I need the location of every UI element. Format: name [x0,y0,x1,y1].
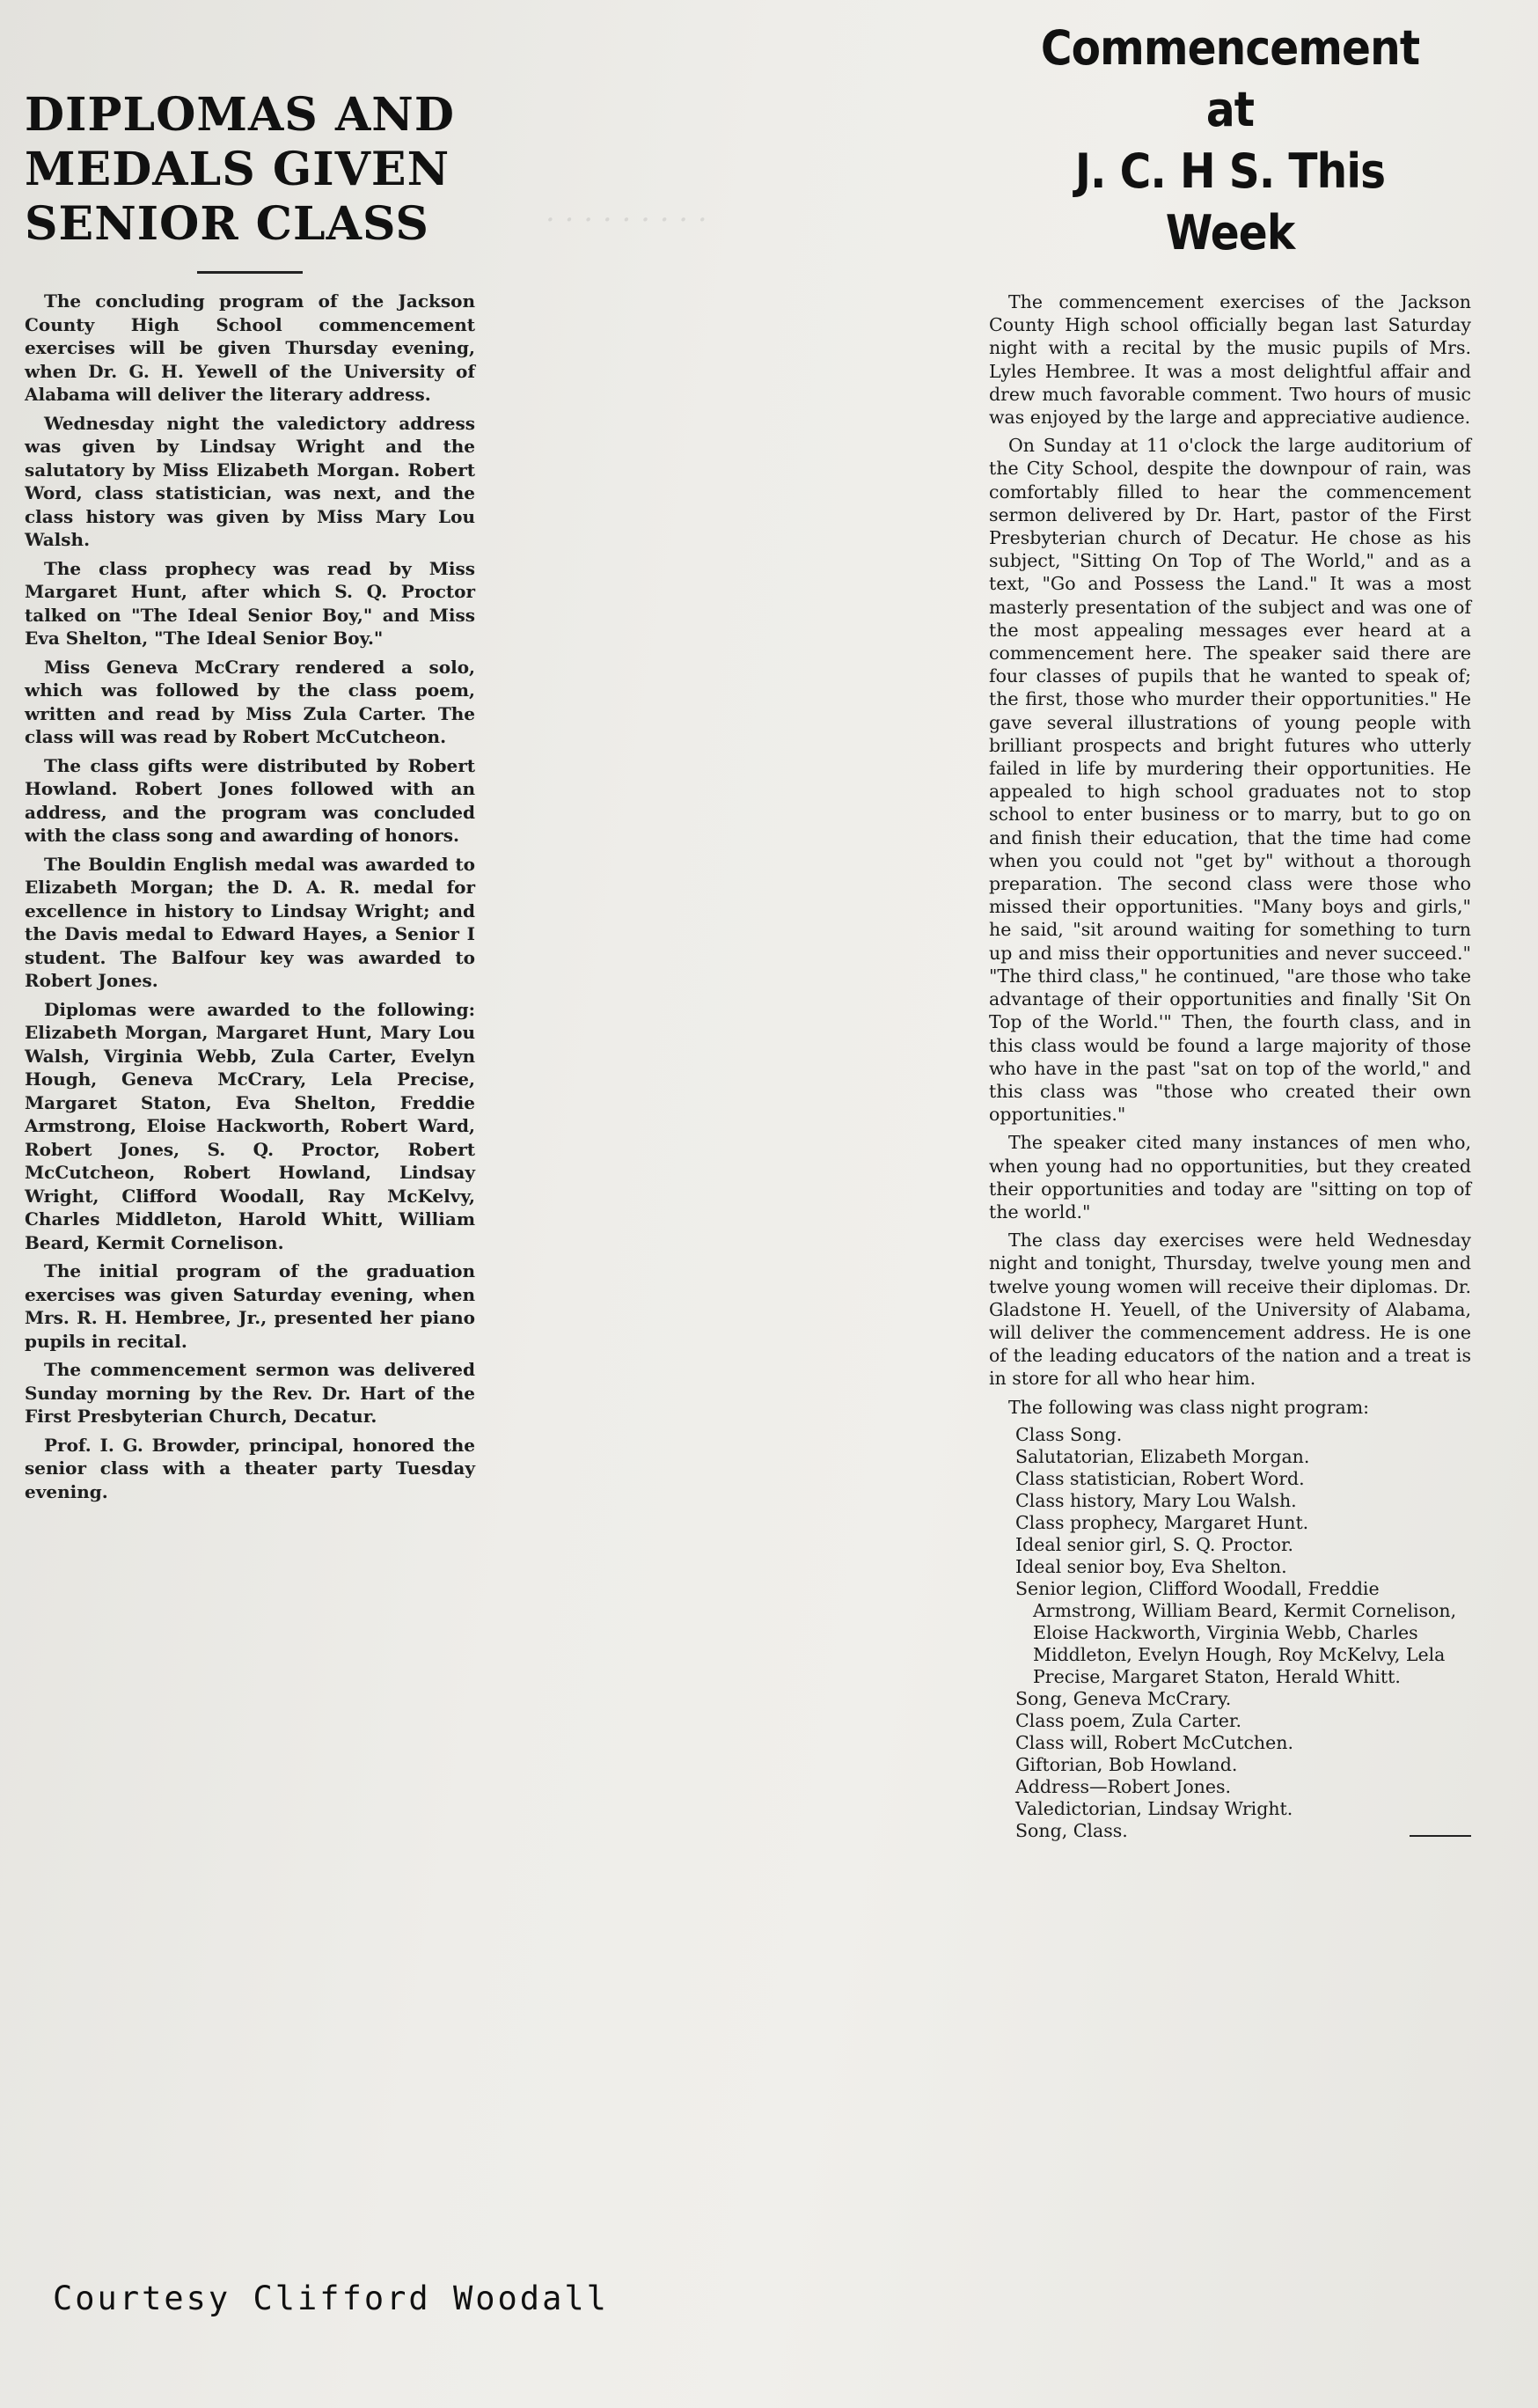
left-article [25,88,475,1509]
right-headline-line: Commencement at [1040,20,1420,137]
left-headline-line: DIPLOMAS AND [25,88,455,142]
right-headline-line: J. C. H S. This Week [1074,143,1386,261]
article-paragraph: The class gifts were distributed by Robert Howland. Robert Jones followed with an address, and the program was concluded with the class song and awarding of honors. [25,754,475,846]
program-item: Class Song. [1015,1423,1123,1445]
article-paragraph: The class day exercises were held Wednesday night and tonight, Thursday, twelve young men and twelve young women will receive their diplomas. Dr. Gladstone H. Yeuell, of the University of Alabama, will deliver the commencement address. He is one of the leading educators of the nation and a treat is in store for all who hear him. [989,1230,1471,1390]
program-item: Address—Robert Jones. [1015,1775,1232,1797]
program-item: Senior legion, Clifford Woodall, Freddie Armstrong, William Beard, Kermit Cornelison, Eloise Hackworth, Virginia Webb, Charles Middleton, Evelyn Hough, Roy McKelvy, Lela Precise, Margaret Staton, Herald Whitt. [1015,1577,1457,1687]
headline-divider [197,271,303,274]
program-item: Song, Geneva McCrary. [1015,1687,1232,1709]
program-item: Class poem, Zula Carter. [1015,1709,1241,1731]
program-item: Class history, Mary Lou Walsh. [1015,1489,1297,1511]
program-item: Giftorian, Bob Howland. [1015,1753,1238,1775]
article-paragraph: The Bouldin English medal was awarded to Elizabeth Morgan; the D. A. R. medal for excellence in history to Lindsay Wright; and the Davis medal to Edward Hayes, a Senior I student. The Balfour key was awarded to Robert Jones. [25,853,475,991]
program-item: Salutatorian, Elizabeth Morgan. [1015,1445,1310,1467]
article-end-rule [1410,1835,1471,1837]
program-item: Class statistician, Robert Word. [1015,1467,1305,1489]
class-night-program [989,1424,1471,1842]
article-paragraph: The class prophecy was read by Miss Margaret Hunt, after which S. Q. Proctor talked on "The Ideal Senior Boy," and Miss Eva Shelton, "The Ideal Senior Boy." [25,557,475,649]
program-item: Song, Class. [1015,1819,1128,1841]
left-headline-line: SENIOR CLASS [25,197,429,251]
program-intro: The following was class night program: [1008,1396,1370,1418]
left-article-body [25,290,475,1503]
left-headline [25,88,475,252]
courtesy-credit: Courtesy Clifford Woodall [53,2280,609,2317]
article-paragraph: Miss Geneva McCrary rendered a solo, which was followed by the class poem, written and read by Miss Zula Carter. The class will was read by Robert McCutcheon. [25,656,475,747]
program-item: Valedictorian, Lindsay Wright. [1015,1797,1293,1819]
program-item: Ideal senior girl, S. Q. Proctor. [1015,1533,1294,1555]
right-headline [1013,18,1446,264]
article-paragraph: The concluding program of the Jackson County High School commencement exercises will be given Thursday evening, when Dr. G. H. Yewell of the University of Alabama will deliver the literary address. [25,290,475,405]
bleed-through-texture: · · · · · · · · · [546,202,707,238]
article-paragraph: On Sunday at 11 o'clock the large auditorium of the City School, despite the downpour of rain, was comfortably filled to hear the commencement sermon delivered by Dr. Hart, pastor of the First Presbyterian church of Decatur. He chose as his subject, "Sitting On Top of The World," and as a text, "Go and Possess the Land." It was a most masterly presentation of the subject and was one of the most appealing messages ever heard at a commencement here. The speaker said there are four classes of pupils that he wanted to speak of; the first, those who murder their opportunities." He gave several illustrations of young people with brilliant prospects and bright futures who utterly failed in life by murdering their opportunities. He appealed to high school graduates not to stop school to enter business or to marry, but to go on and finish their education, that the time had come when you could not "get by" without a thorough preparation. The second class were those who missed their opportunities. "Many boys and girls," he said, "sit around waiting for something to turn up and miss their opportunities and never succeed." "The third class," he continued, "are those who take advantage of their opportunities and finally 'Sit On Top of the World.'" Then, the fourth class, and in this class would be found a large majority of those who have in the past "sat on top of the world," and this class was "those who created their own opportunities." [989,435,1471,1126]
left-headline-line: MEDALS GIVEN [25,143,450,196]
article-paragraph: Prof. I. G. Browder, principal, honored the senior class with a theater party Tuesday evening. [25,1434,475,1502]
article-paragraph: Wednesday night the valedictory address was given by Lindsay Wright and the salutatory by Miss Elizabeth Morgan. Robert Word, class statistician, was next, and the class history was given by Miss Mary Lou Walsh. [25,412,475,550]
program-item: Class prophecy, Margaret Hunt. [1015,1511,1309,1533]
article-paragraph: The initial program of the graduation exercises was given Saturday evening, when Mrs. R. H. Hembree, Jr., presented her piano pupils in recital. [25,1260,475,1352]
program-item: Ideal senior boy, Eva Shelton. [1015,1555,1287,1577]
article-paragraph: The speaker cited many instances of men who, when young had no opportunities, but they created their opportunities and today are "sitting on top of the world." [989,1132,1471,1222]
program-item: Class will, Robert McCutchen. [1015,1731,1293,1753]
article-paragraph: Diplomas were awarded to the following: Elizabeth Morgan, Margaret Hunt, Mary Lou Walsh, Virginia Webb, Zula Carter, Evelyn Hough, Geneva McCrary, Lela Precise, Margaret Staton, Eva Shelton, Freddie Armstrong, Eloise Hackworth, Robert Ward, Robert Jones, S. Q. Proctor, Robert McCutcheon, Robert Howland, Lindsay Wright, Clifford Woodall, Ray McKelvy, Charles Middleton, Harold Whitt, William Beard, Kermit Cornelison. [25,998,475,1253]
right-article [989,18,1471,1844]
right-article-body [989,290,1471,1844]
article-paragraph: The commencement exercises of the Jackson County High school officially began last Saturday night with a recital by the music pupils of Mrs. Lyles Hembree. It was a most delightful affair and drew much favorable comment. Two hours of music was enjoyed by the large and appreciative audience. [989,291,1471,429]
article-paragraph: The commencement sermon was delivered Sunday morning by the Rev. Dr. Hart of the First Presbyterian Church, Decatur. [25,1359,475,1427]
